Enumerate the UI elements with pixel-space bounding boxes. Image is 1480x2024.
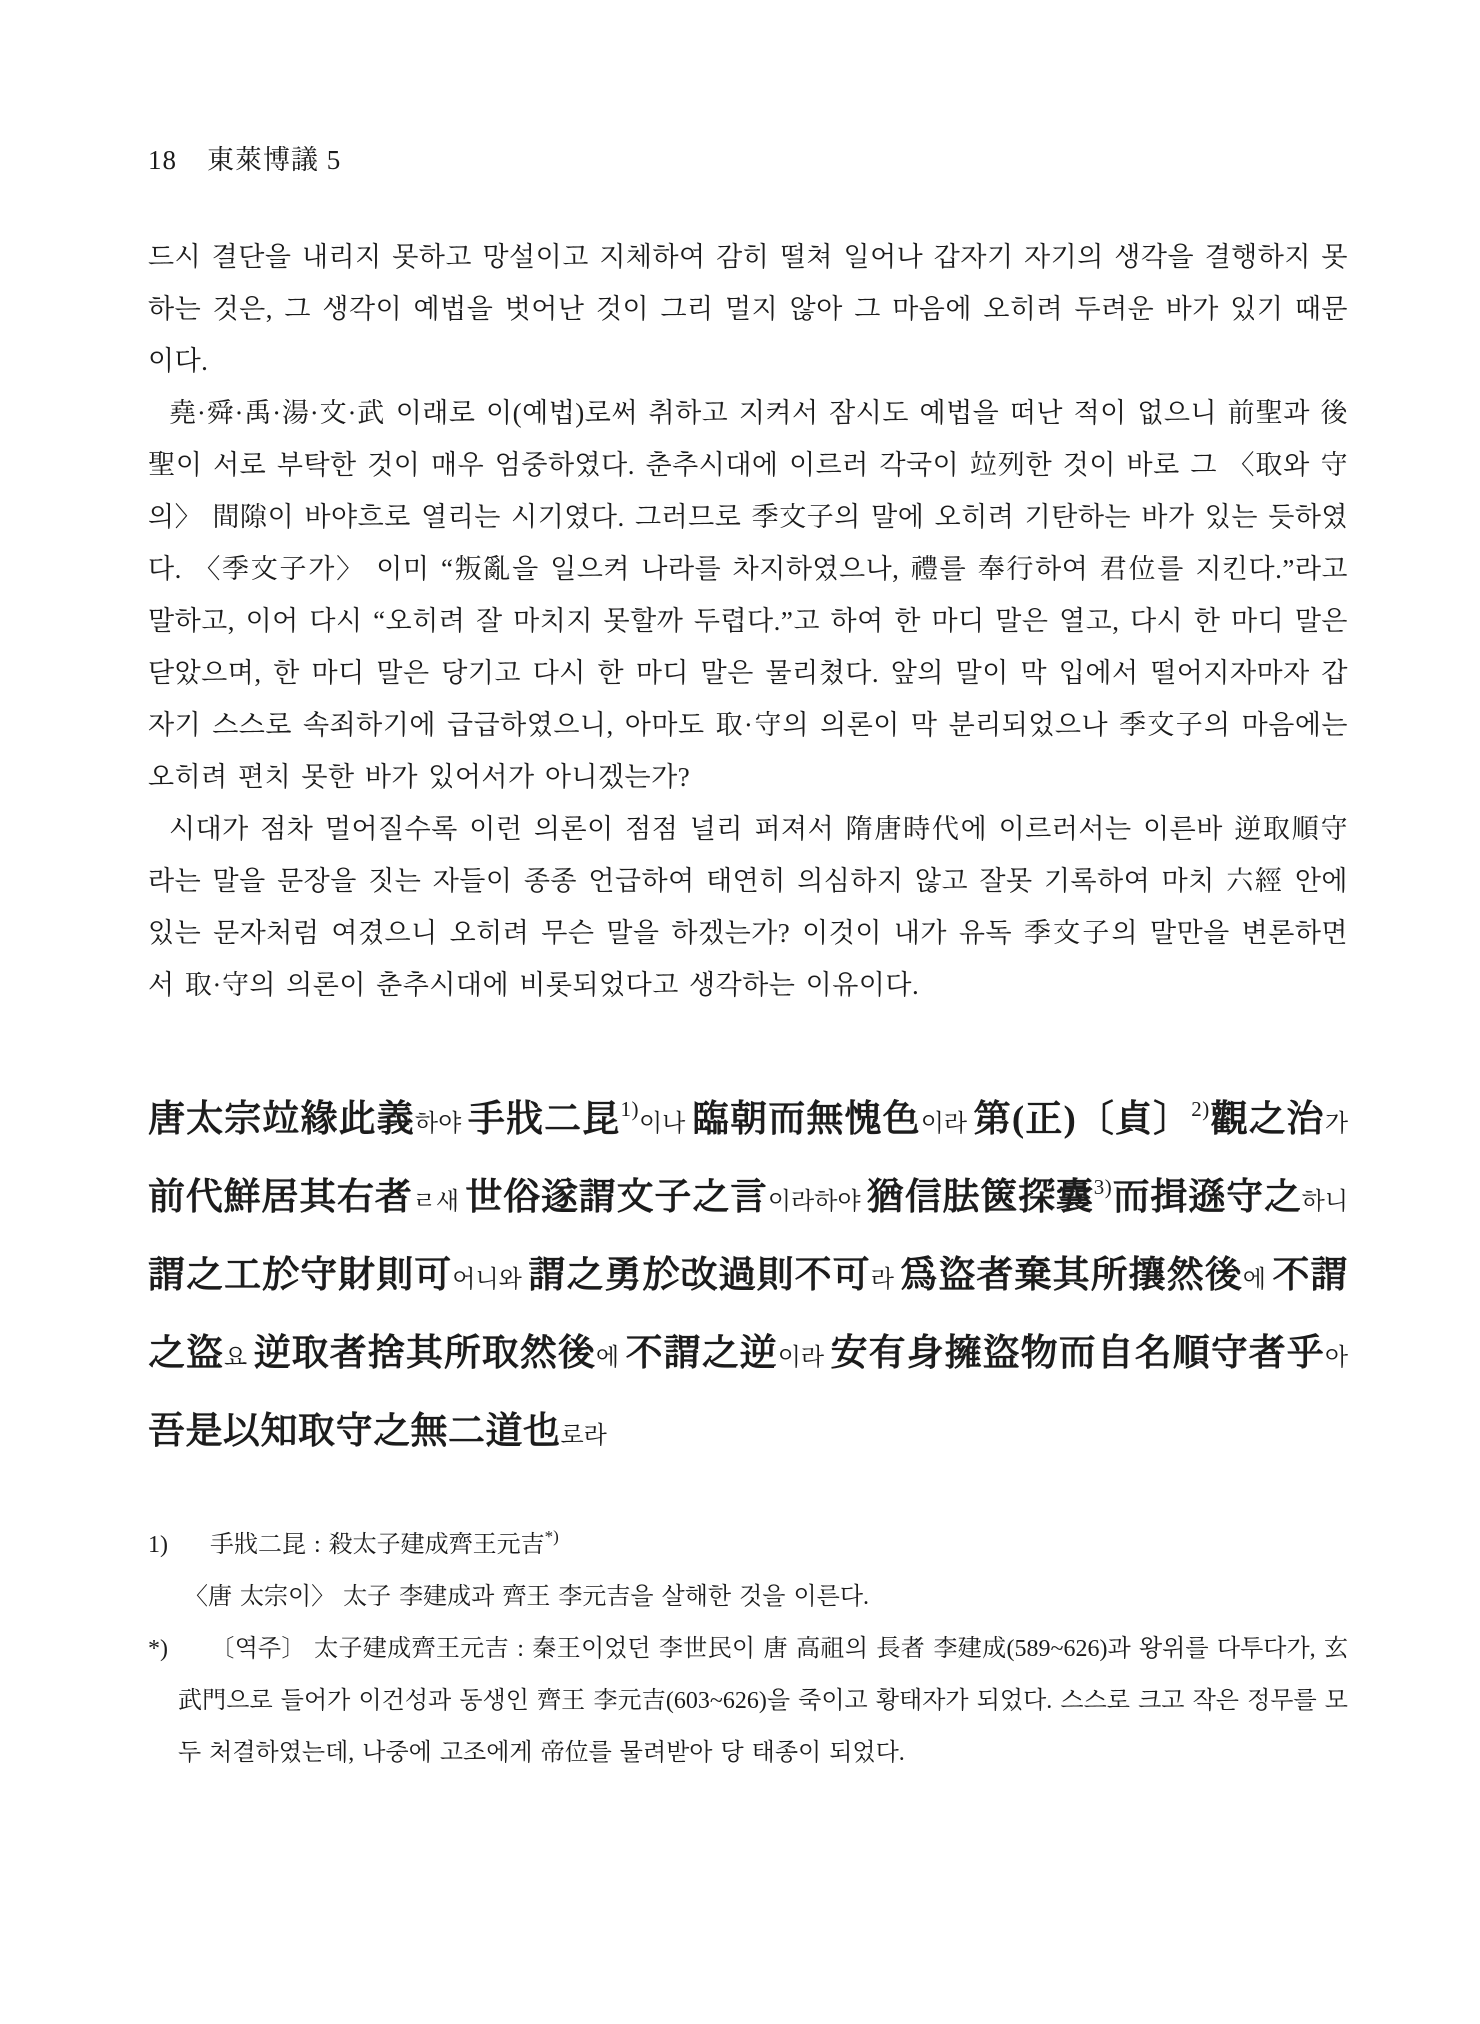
footnote-text: 〔역주〕 太子建成齊王元吉 : 秦王이었던 李世民이 唐 高祖의 長者 李建成(589~626)과 왕위를 다투다가, 玄武門으로 들어가 이건성과 동생인 齊王 李元吉(603~626)을 죽이고 황태자가 되었다. 스스로 크고 작은 정무를 모두 처결하였는데, 나중에 고조에게 帝位를 물려받아 당 태종이 되었다. <box>178 1636 1348 1766</box>
hanja-phrase: 不謂之盜 <box>148 1255 1349 1374</box>
hanja-phrase: 安有身擁盜物而自名順守者乎 <box>830 1333 1325 1374</box>
hangul-suffix: 라 <box>870 1267 901 1293</box>
hanja-phrase: 爲盜者棄其所攘然後 <box>900 1255 1243 1296</box>
footnote-ref-superscript: 3) <box>1093 1175 1113 1199</box>
hangul-suffix: 이나 <box>638 1111 692 1137</box>
hanja-phrase: 猶信胠篋探囊 <box>866 1177 1094 1218</box>
footnote-ref-superscript: *) <box>544 1527 559 1546</box>
body-paragraph: 堯·舜·禹·湯·文·武 이래로 이(예법)로써 취하고 지켜서 잠시도 예법을 떠난 적이 없으니 前聖과 後聖이 서로 부탁한 것이 매우 엄중하였다. 춘추시대에 이르러 각국이 竝列한 것이 바로 그 〈取와 守의〉 間隙이 바야흐로 열리는 시기였다. 그러므로 季文子의 말에 오히려 기탄하는 바가 있는 듯하였다. 〈季文子가〉 이미 “叛亂을 일으켜 나라를 차지하였으나, 禮를 奉行하여 君位를 지킨다.”라고 말하고, 이어 다시 “오히려 잘 마치지 못할까 두렵다.”고 하여 한 마디 말은 열고, 다시 한 마디 말은 닫았으며, 한 마디 말은 당기고 다시 한 마디 말은 물리쳤다. 앞의 말이 막 입에서 떨어지자마자 갑자기 스스로 속죄하기에 급급하였으니, 아마도 取·守의 의론이 막 분리되었으나 季文子의 마음에는 오히려 편치 못한 바가 있어서가 아니겠는가? <box>148 398 1348 792</box>
hangul-suffix: 이라하야 <box>767 1189 867 1215</box>
hanja-phrase: 觀之治 <box>1209 1099 1325 1140</box>
footnote-marker: 1) <box>148 1532 168 1558</box>
hangul-suffix: 에 <box>595 1345 626 1371</box>
body-paragraphs <box>148 231 1348 1011</box>
hanja-phrase: 謂之勇於改過則不可 <box>528 1255 871 1296</box>
hangul-suffix: 로라 <box>560 1423 607 1449</box>
running-header <box>148 138 1348 177</box>
body-paragraph: 시대가 점차 멀어질수록 이런 의론이 점점 널리 퍼져서 隋唐時代에 이르러서는 이른바 逆取順守라는 말을 문장을 짓는 자들이 종종 언급하여 태연히 의심하지 않고 잘못 기록하여 마치 六經 안에 있는 문자처럼 여겼으니 오히려 무슨 말을 하겠는가? 이것이 내가 유독 季文子의 말만을 변론하면서 取·守의 의론이 춘추시대에 비롯되었다고 생각하는 이유이다. <box>148 814 1348 1000</box>
hanja-phrase: 唐太宗竝緣此義 <box>148 1099 415 1140</box>
hangul-suffix: 어니와 <box>452 1267 529 1293</box>
footnote-text: 〈唐 太宗이〉 太子 李建成과 齊王 李元吉을 살해한 것을 이른다. <box>184 1584 870 1610</box>
hanja-phrase: 不謂之逆 <box>625 1333 778 1374</box>
hangul-suffix: 가 <box>1324 1111 1349 1137</box>
page-number: 18 <box>148 145 177 175</box>
hanja-phrase: 前代鮮居其右者 <box>148 1177 413 1218</box>
footnote-line <box>148 1623 1348 1779</box>
hangul-suffix: ㄹ새 <box>412 1189 466 1215</box>
classical-passage <box>148 1083 1348 1473</box>
footnote-marker: *) <box>148 1636 168 1662</box>
hanja-phrase: 臨朝而無愧色 <box>691 1099 921 1140</box>
hangul-suffix: 에 <box>1242 1267 1273 1293</box>
footnote-ref-superscript: 2) <box>1191 1097 1210 1121</box>
body-paragraph: 드시 결단을 내리지 못하고 망설이고 지체하여 감히 떨쳐 일어나 갑자기 자기의 생각을 결행하지 못하는 것은, 그 생각이 예법을 벗어난 것이 그리 멀지 않아 그 마음에 오히려 두려운 바가 있기 때문이다. <box>148 242 1348 376</box>
hangul-suffix: 이라 <box>920 1111 974 1137</box>
hangul-suffix: 이라 <box>777 1345 831 1371</box>
hangul-suffix: 하니 <box>1301 1189 1349 1215</box>
hanja-phrase: 謂之工於守財則可 <box>148 1255 453 1296</box>
book-title: 東萊博議 5 <box>207 145 342 175</box>
footnote-line <box>148 1571 1348 1623</box>
footnote-line <box>148 1519 1348 1571</box>
footnote-text: 手戕二昆 : 殺太子建成齊王元吉 <box>210 1532 545 1558</box>
hanja-phrase: 世俗遂謂文子之言 <box>465 1177 768 1218</box>
footnotes <box>148 1519 1348 1779</box>
hanja-phrase: 而揖遜守之 <box>1112 1177 1302 1218</box>
hanja-phrase: 吾是以知取守之無二道也 <box>148 1411 561 1452</box>
footnote-ref-superscript: 1) <box>620 1097 639 1121</box>
hangul-suffix: 하야 <box>414 1111 468 1137</box>
hangul-suffix: 요 <box>224 1345 254 1371</box>
hanja-phrase: 手戕二昆 <box>467 1099 621 1140</box>
hangul-suffix: 아 <box>1324 1345 1349 1371</box>
hanja-phrase: 逆取者捨其所取然後 <box>253 1333 596 1374</box>
hanja-phrase: 第(正)〔貞〕 <box>973 1099 1192 1140</box>
